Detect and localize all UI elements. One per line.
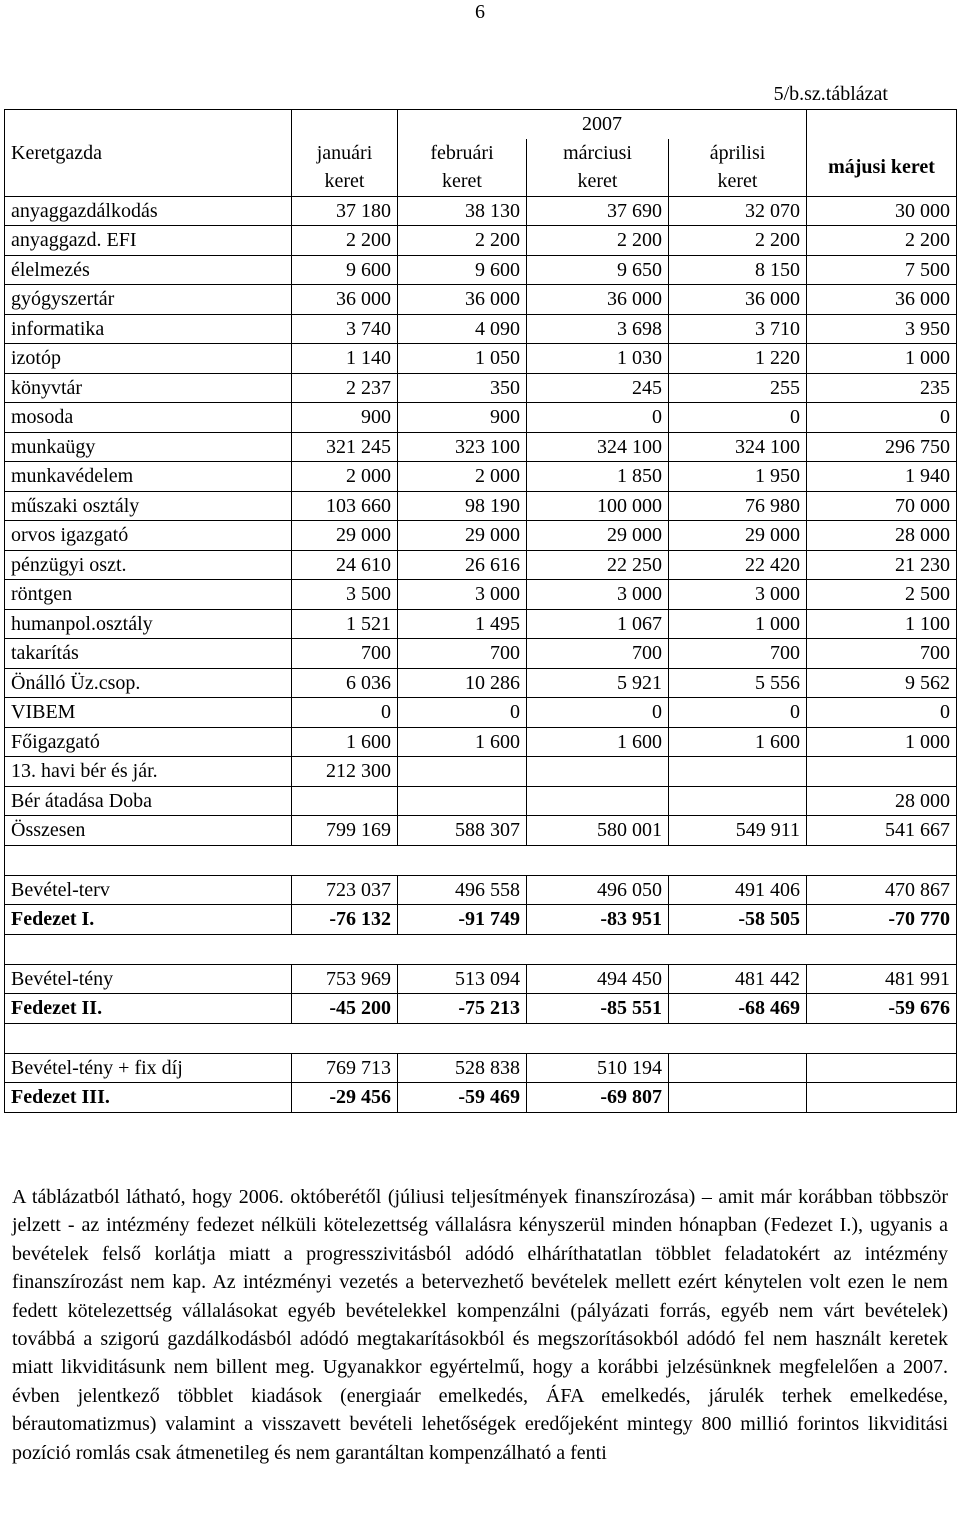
row-label: Összesen xyxy=(5,816,292,846)
row-label: informatika xyxy=(5,314,292,344)
cell-value: 32 070 xyxy=(669,196,807,226)
row-label: könyvtár xyxy=(5,373,292,403)
cell-value: 323 100 xyxy=(398,432,527,462)
revenue-actual-row xyxy=(5,964,957,994)
cell-value: 2 000 xyxy=(398,462,527,492)
header-year: 2007 xyxy=(398,110,807,139)
cell-value: 10 286 xyxy=(398,668,527,698)
cell-value: 496 558 xyxy=(398,875,527,905)
cell-value: 36 000 xyxy=(807,285,957,315)
row-label: munkavédelem xyxy=(5,462,292,492)
row-label: orvos igazgató xyxy=(5,521,292,551)
table-row xyxy=(5,432,957,462)
cell-value: 1 600 xyxy=(398,727,527,757)
table-row xyxy=(5,757,957,787)
row-label: mosoda xyxy=(5,403,292,433)
cell-value: 1 000 xyxy=(669,609,807,639)
table-row xyxy=(5,344,957,374)
coverage-2-row xyxy=(5,994,957,1024)
cell-value: 3 500 xyxy=(292,580,398,610)
cell-value: 481 442 xyxy=(669,964,807,994)
cell-value: -58 505 xyxy=(669,905,807,935)
cell-value: -69 807 xyxy=(527,1083,669,1113)
spacer-row xyxy=(5,1023,957,1053)
cell-value: 4 090 xyxy=(398,314,527,344)
table-row xyxy=(5,521,957,551)
cell-value: 2 000 xyxy=(292,462,398,492)
cell-value: 29 000 xyxy=(527,521,669,551)
cell-value: 0 xyxy=(807,403,957,433)
table-row xyxy=(5,314,957,344)
cell-value: 549 911 xyxy=(669,816,807,846)
cell-value: 3 000 xyxy=(527,580,669,610)
cell-value: 541 667 xyxy=(807,816,957,846)
row-label: Fedezet II. xyxy=(5,994,292,1024)
cell-value: 1 521 xyxy=(292,609,398,639)
cell-value: 235 xyxy=(807,373,957,403)
table-row xyxy=(5,816,957,846)
table-row xyxy=(5,285,957,315)
cell-value: 245 xyxy=(527,373,669,403)
row-label: izotóp xyxy=(5,344,292,374)
cell-value: 700 xyxy=(398,639,527,669)
cell-value: 9 650 xyxy=(527,255,669,285)
table-row xyxy=(5,255,957,285)
table-row xyxy=(5,403,957,433)
row-label: VIBEM xyxy=(5,698,292,728)
cell-value: 900 xyxy=(398,403,527,433)
table-row xyxy=(5,668,957,698)
cell-value xyxy=(398,757,527,787)
cell-value: 37 690 xyxy=(527,196,669,226)
cell-value: 2 200 xyxy=(807,226,957,256)
table-row xyxy=(5,462,957,492)
cell-value: 723 037 xyxy=(292,875,398,905)
cell-value: 1 220 xyxy=(669,344,807,374)
cell-value: 494 450 xyxy=(527,964,669,994)
cell-value: -29 456 xyxy=(292,1083,398,1113)
cell-value: 1 030 xyxy=(527,344,669,374)
row-label: Fedezet III. xyxy=(5,1083,292,1113)
header-january-line1: januári xyxy=(292,139,398,168)
spacer-row xyxy=(5,934,957,964)
table-row xyxy=(5,491,957,521)
coverage-1-row xyxy=(5,905,957,935)
cell-value: 0 xyxy=(398,698,527,728)
cell-value xyxy=(669,757,807,787)
cell-value: -59 469 xyxy=(398,1083,527,1113)
cell-value: 3 000 xyxy=(398,580,527,610)
cell-value: 1 950 xyxy=(669,462,807,492)
cell-value: 1 600 xyxy=(527,727,669,757)
coverage-3-row xyxy=(5,1083,957,1113)
revenue-fixfee-row xyxy=(5,1053,957,1083)
row-label: munkaügy xyxy=(5,432,292,462)
spacer-cell xyxy=(5,845,957,875)
row-label: Bér átadása Doba xyxy=(5,786,292,816)
cell-value: -45 200 xyxy=(292,994,398,1024)
cell-value: 38 130 xyxy=(398,196,527,226)
cell-value: 255 xyxy=(669,373,807,403)
cell-value: 28 000 xyxy=(807,786,957,816)
cell-value: 2 200 xyxy=(669,226,807,256)
header-january-line2: keret xyxy=(292,167,398,196)
cell-value: 5 556 xyxy=(669,668,807,698)
cell-value xyxy=(398,786,527,816)
header-february-line2: keret xyxy=(398,167,527,196)
row-label: röntgen xyxy=(5,580,292,610)
header-march-line1: márciusi xyxy=(527,139,669,168)
cell-value: 28 000 xyxy=(807,521,957,551)
cell-value: 36 000 xyxy=(292,285,398,315)
cell-value xyxy=(527,757,669,787)
cell-value: 9 600 xyxy=(292,255,398,285)
cell-value: 0 xyxy=(669,698,807,728)
cell-value: -70 770 xyxy=(807,905,957,935)
cell-value: -59 676 xyxy=(807,994,957,1024)
cell-value: 769 713 xyxy=(292,1053,398,1083)
cell-value: 0 xyxy=(527,698,669,728)
cell-value: 26 616 xyxy=(398,550,527,580)
cell-value: -75 213 xyxy=(398,994,527,1024)
cell-value: 29 000 xyxy=(292,521,398,551)
revenue-plan-row xyxy=(5,875,957,905)
cell-value: 100 000 xyxy=(527,491,669,521)
cell-value: 700 xyxy=(292,639,398,669)
cell-value: 700 xyxy=(527,639,669,669)
header-february-line1: februári xyxy=(398,139,527,168)
row-label: műszaki osztály xyxy=(5,491,292,521)
row-label: Főigazgató xyxy=(5,727,292,757)
table-row xyxy=(5,580,957,610)
cell-value: -76 132 xyxy=(292,905,398,935)
row-label: 13. havi bér és jár. xyxy=(5,757,292,787)
cell-value xyxy=(807,1083,957,1113)
cell-value: 1 850 xyxy=(527,462,669,492)
header-april-line2: keret xyxy=(669,167,807,196)
cell-value: 3 710 xyxy=(669,314,807,344)
row-label: gyógyszertár xyxy=(5,285,292,315)
row-label: Bevétel-terv xyxy=(5,875,292,905)
cell-value: 0 xyxy=(807,698,957,728)
cell-value: 76 980 xyxy=(669,491,807,521)
table-row xyxy=(5,550,957,580)
cell-value xyxy=(669,786,807,816)
cell-value: 22 250 xyxy=(527,550,669,580)
header-april-line1: áprilisi xyxy=(669,139,807,168)
cell-value: 900 xyxy=(292,403,398,433)
cell-value: 5 921 xyxy=(527,668,669,698)
budget-table xyxy=(4,109,957,1113)
table-reference: 5/b.sz.táblázat xyxy=(773,83,888,105)
cell-value: 24 610 xyxy=(292,550,398,580)
cell-value: 324 100 xyxy=(669,432,807,462)
cell-value xyxy=(807,1053,957,1083)
spacer-cell xyxy=(5,1023,957,1053)
cell-value: 491 406 xyxy=(669,875,807,905)
cell-value: 2 237 xyxy=(292,373,398,403)
cell-value: 9 600 xyxy=(398,255,527,285)
table-row xyxy=(5,639,957,669)
cell-value: 1 000 xyxy=(807,344,957,374)
cell-value: 0 xyxy=(292,698,398,728)
table-row xyxy=(5,373,957,403)
cell-value: 481 991 xyxy=(807,964,957,994)
cell-value: 98 190 xyxy=(398,491,527,521)
cell-value: 103 660 xyxy=(292,491,398,521)
cell-value: 2 200 xyxy=(527,226,669,256)
cell-value xyxy=(669,1083,807,1113)
cell-value: 1 600 xyxy=(292,727,398,757)
cell-value xyxy=(807,757,957,787)
cell-value: 1 050 xyxy=(398,344,527,374)
cell-value: 588 307 xyxy=(398,816,527,846)
cell-value: 580 001 xyxy=(527,816,669,846)
cell-value: 1 100 xyxy=(807,609,957,639)
cell-value: -83 951 xyxy=(527,905,669,935)
cell-value: 2 200 xyxy=(398,226,527,256)
cell-value xyxy=(292,786,398,816)
cell-value: 36 000 xyxy=(398,285,527,315)
cell-value: 470 867 xyxy=(807,875,957,905)
cell-value: 324 100 xyxy=(527,432,669,462)
cell-value: 1 067 xyxy=(527,609,669,639)
cell-value: 36 000 xyxy=(669,285,807,315)
spacer-row xyxy=(5,845,957,875)
table-row xyxy=(5,698,957,728)
cell-value: 29 000 xyxy=(398,521,527,551)
header-owner: Keretgazda xyxy=(5,110,292,197)
cell-value: 3 000 xyxy=(669,580,807,610)
header-may: májusi keret xyxy=(807,139,957,197)
table-row xyxy=(5,609,957,639)
cell-value: 3 740 xyxy=(292,314,398,344)
cell-value: 30 000 xyxy=(807,196,957,226)
cell-value: 2 500 xyxy=(807,580,957,610)
row-label: pénzügyi oszt. xyxy=(5,550,292,580)
row-label: humanpol.osztály xyxy=(5,609,292,639)
cell-value: 799 169 xyxy=(292,816,398,846)
spacer-cell xyxy=(5,934,957,964)
cell-value: 7 500 xyxy=(807,255,957,285)
cell-value: 37 180 xyxy=(292,196,398,226)
row-label: takarítás xyxy=(5,639,292,669)
row-label: élelmezés xyxy=(5,255,292,285)
cell-value: 496 050 xyxy=(527,875,669,905)
cell-value: 753 969 xyxy=(292,964,398,994)
cell-value: 700 xyxy=(807,639,957,669)
cell-value: 296 750 xyxy=(807,432,957,462)
table-row xyxy=(5,226,957,256)
cell-value: 1 000 xyxy=(807,727,957,757)
cell-value xyxy=(669,1053,807,1083)
cell-value: 22 420 xyxy=(669,550,807,580)
cell-value: 9 562 xyxy=(807,668,957,698)
table-row xyxy=(5,196,957,226)
cell-value: 8 150 xyxy=(669,255,807,285)
cell-value: 70 000 xyxy=(807,491,957,521)
row-label: anyaggazd. EFI xyxy=(5,226,292,256)
cell-value: 3 950 xyxy=(807,314,957,344)
page-number: 6 xyxy=(475,1,485,23)
cell-value: 0 xyxy=(669,403,807,433)
cell-value: 29 000 xyxy=(669,521,807,551)
cell-value: 212 300 xyxy=(292,757,398,787)
table-row xyxy=(5,727,957,757)
cell-value: 510 194 xyxy=(527,1053,669,1083)
cell-value: 0 xyxy=(527,403,669,433)
cell-value: 21 230 xyxy=(807,550,957,580)
header-row-year xyxy=(5,110,957,139)
cell-value: 1 495 xyxy=(398,609,527,639)
cell-value: 6 036 xyxy=(292,668,398,698)
row-label: Bevétel-tény xyxy=(5,964,292,994)
row-label: anyaggazdálkodás xyxy=(5,196,292,226)
cell-value: 36 000 xyxy=(527,285,669,315)
cell-value: 2 200 xyxy=(292,226,398,256)
cell-value: -91 749 xyxy=(398,905,527,935)
cell-value: 1 940 xyxy=(807,462,957,492)
cell-value: 513 094 xyxy=(398,964,527,994)
cell-value: -68 469 xyxy=(669,994,807,1024)
header-march-line2: keret xyxy=(527,167,669,196)
cell-value: -85 551 xyxy=(527,994,669,1024)
table-row xyxy=(5,786,957,816)
cell-value xyxy=(527,786,669,816)
explanatory-paragraph: A táblázatból látható, hogy 2006. októberétől (júliusi teljesítmények finanszírozása) – amit már korábban többször jelzett - az intézmény fedezet nélküli kötelezettség vállalásra kényszerül minden hónapban (Fedezet I.), ugyanis a bevételek felső korlátja miatt a progresszivitásból adódó elháríthatatlan többlet feladatokért az intézmény finanszírozást nem kap. Az intézményi vezetés a betervezhető bevételek mellett ezért kénytelen volt ezen le nem fedett kötelezettség vállalásokat egyéb bevételekkel kompenzálni (pályázati forrás, egyéb nem várt bevételek) továbbá a szigorú gazdálkodásból adódó megtakarításokból és megszorításokból adódó fel nem használt keretek miatt likviditásunk nem billent meg. Ugyanakkor egyértelmű, hogy a korábbi jelzésünknek megfelelően a 2007. évben jelentkező többlet kiadások (energiaár emelkedés, ÁFA emelkedés, járulék terhek emelkedése, bérautomatizmus) valamint a visszavett bevételi lehetőségek eredőjeként mintegy 800 millió forintos likviditási pozíció romlás csak átmenetileg és nem garantáltan kompenzálható a fenti xyxy=(12,1186,948,1464)
cell-value: 1 600 xyxy=(669,727,807,757)
cell-value: 350 xyxy=(398,373,527,403)
cell-value: 528 838 xyxy=(398,1053,527,1083)
cell-value: 700 xyxy=(669,639,807,669)
row-label: Önálló Üz.csop. xyxy=(5,668,292,698)
row-label: Bevétel-tény + fix díj xyxy=(5,1053,292,1083)
row-label: Fedezet I. xyxy=(5,905,292,935)
cell-value: 321 245 xyxy=(292,432,398,462)
cell-value: 1 140 xyxy=(292,344,398,374)
cell-value: 3 698 xyxy=(527,314,669,344)
